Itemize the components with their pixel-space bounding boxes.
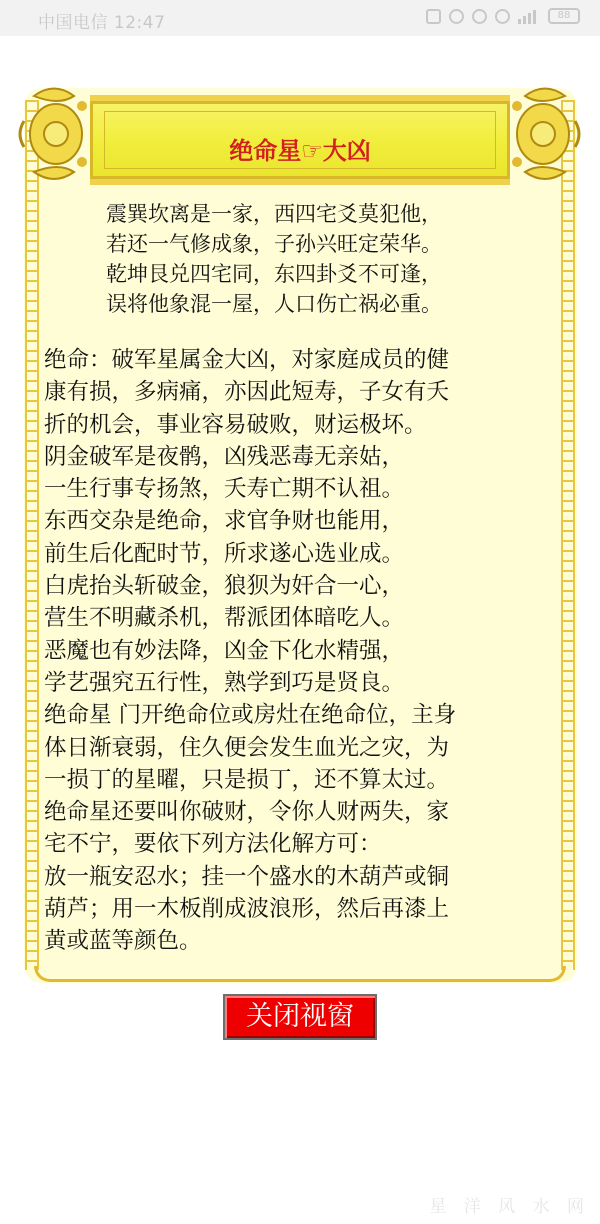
- nfc-icon: [426, 9, 441, 24]
- content-line: 一损丁的星曜，只是损丁，还不算太过。: [44, 766, 450, 793]
- page-title: 绝命星☞大凶: [229, 137, 371, 165]
- content-line: 绝命星还要叫你破财，令你人财两失，家: [44, 799, 450, 826]
- content-line: 恶魔也有妙法降，凶金下化水精强，: [44, 637, 405, 664]
- right-scroll-ornament-icon: [505, 76, 585, 191]
- content-line: 东西交杂是绝命，求官争财也能用，: [44, 508, 405, 535]
- content-line: 折的机会，事业容易破败，财运极坏。: [44, 411, 427, 438]
- content-line: 体日渐衰弱，住久便会发生血光之灾，为: [44, 734, 450, 761]
- content-line: 绝命：破军星属金大凶，对家庭成员的健: [44, 347, 450, 373]
- content-line: 放一瓶安忍水；挂一个盛水的木葫芦或铜: [44, 863, 450, 890]
- left-scroll-ornament-icon: [14, 76, 94, 191]
- content-line: 宅不宁，要依下列方法化解方可：: [44, 831, 382, 858]
- poem-line: 乾坤艮兑四宅同，东四卦爻不可逢，: [106, 262, 442, 286]
- content-line: 葫芦；用一木板削成波浪形，然后再漆上: [44, 896, 450, 923]
- content-line: 黄或蓝等颜色。: [44, 928, 202, 955]
- bluetooth-icon: [449, 9, 464, 24]
- content-line: 康有损，多病痛，亦因此短寿，子女有夭: [44, 379, 450, 406]
- content-line: 前生后化配时节，所求遂心选业成。: [44, 540, 405, 567]
- poem-block: [106, 199, 526, 319]
- poem-line: 震巽坎离是一家，西四宅爻莫犯他，: [106, 202, 442, 226]
- content-line: 阴金破军是夜鹘，凶残恶毒无亲姑，: [44, 443, 405, 470]
- description-text: [44, 344, 554, 958]
- content-line: 白虎抬头斩破金，狼狈为奸合一心，: [44, 573, 405, 600]
- poem-line: 若还一气修成象，子孙兴旺定荣华。: [106, 232, 442, 256]
- close-window-button[interactable]: 关闭视窗: [223, 994, 377, 1040]
- right-border-pattern: [561, 100, 575, 970]
- location-icon: [472, 9, 487, 24]
- watermark: 星 洋 风 水 网: [429, 1197, 590, 1217]
- signal-icon: [518, 9, 540, 24]
- content-line: 绝命星 门开绝命位或房灶在绝命位，主身: [44, 702, 457, 729]
- carrier-time: 中国电信 12:47: [38, 13, 166, 33]
- wifi-icon: [495, 9, 510, 24]
- battery-icon: 88: [548, 8, 580, 24]
- content-line: 营生不明藏杀机，帮派团体暗吃人。: [44, 605, 405, 632]
- status-bar: [0, 0, 600, 36]
- content-line: 一生行事专扬煞，夭寿亡期不认祖。: [44, 476, 405, 503]
- poem-line: 误将他象混一屋，人口伤亡祸必重。: [106, 292, 442, 316]
- bottom-border: [34, 966, 566, 982]
- status-icons: [426, 8, 580, 24]
- title-banner: [90, 95, 510, 185]
- left-border-pattern: [25, 100, 39, 970]
- content-line: 学艺强究五行性，熟学到巧是贤良。: [44, 669, 405, 696]
